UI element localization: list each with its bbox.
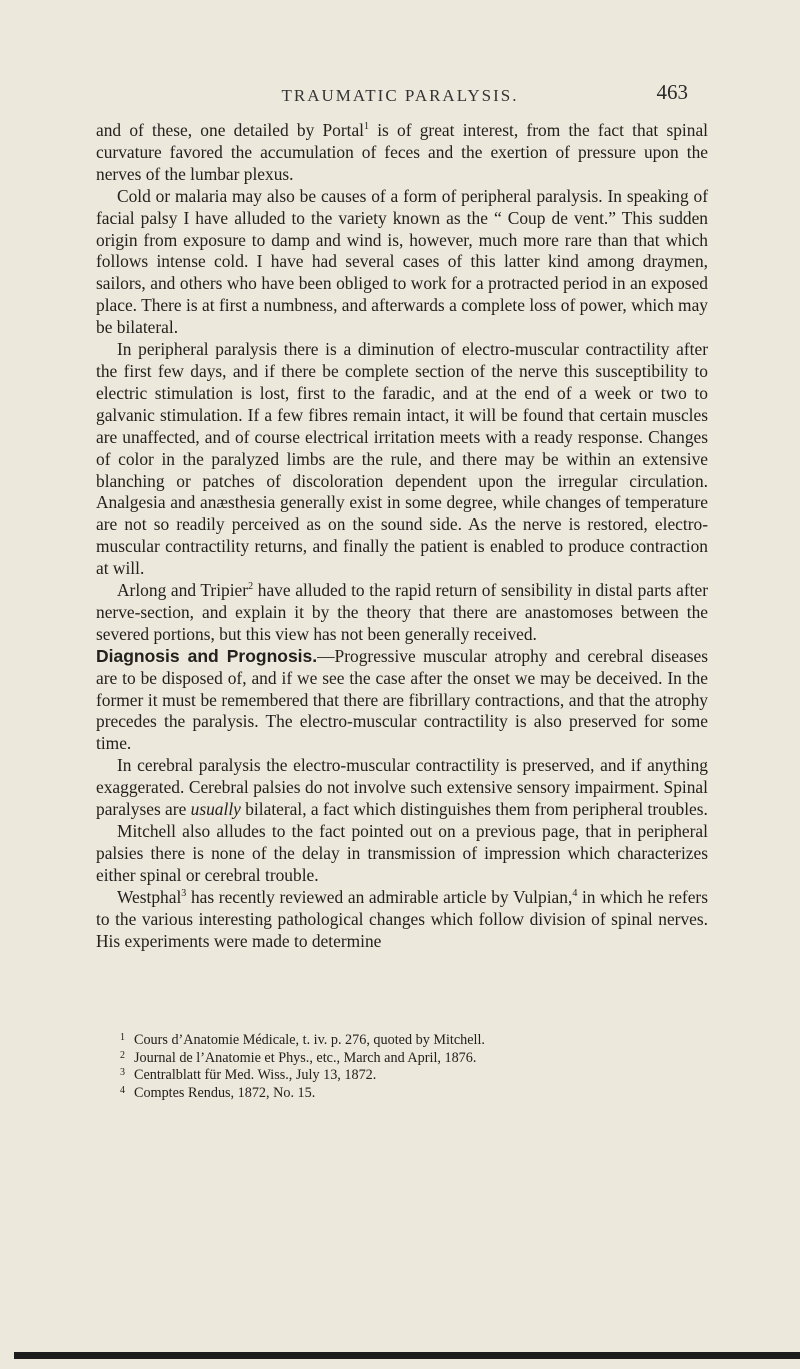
body-text: [96, 120, 708, 952]
footnote: 1 Cours d’Anatomie Médicale, t. iv. p. 276, quoted by Mitchell.: [120, 1032, 485, 1048]
page-edge-rule: [14, 1352, 800, 1359]
page-header: [0, 78, 800, 108]
footnotes: [120, 1032, 700, 1102]
paragraph-cerebral: In cerebral paralysis the electro-muscular contractility is preserved, and if anything exaggerated. Cerebral palsies do not involve such extensive sensory impairment. Spinal paralyses are usually bilateral, a fact which distinguishes them from peripheral troubles.: [96, 755, 708, 820]
footnote: 2 Journal de l’Anatomie et Phys., etc., March and April, 1876.: [120, 1049, 477, 1066]
footnote-ref: 1: [364, 121, 370, 133]
footnote-ref: 4: [572, 887, 578, 899]
footnote: 4 Comptes Rendus, 1872, No. 15.: [120, 1084, 316, 1101]
paragraph-westphal: Westphal$^3$ has recently reviewed an admirable article by Vulpian,$^4$ in which he refers to the various interesting pathological changes which follow division of spinal nerves. His experiments were made to determine: [96, 886, 708, 951]
paragraph-electro-muscular: In peripheral paralysis there is a diminution of electro-muscular contractility after the first few days, and if there be complete section of the nerve this susceptibility to electric stimulation is lost, first to the faradic, and at the end of a week or two to galvanic stimulation. If a few fibres remain intact, it will be found that certain muscles are unaffected, and of course electrical irritation meets with a ready response. Changes of color in the paralyzed limbs are the rule, and there may be within an extensive blanching or patches of discoloration dependent upon the irregular circulation. Analgesia and anæsthesia generally exist in some degree, while changes of temperature are not so readily perceived as on the sound side. As the nerve is restored, electro-muscular contractility returns, and finally the patient is enabled to produce contraction at will.: [96, 339, 708, 579]
footnote: 3 Centralblatt für Med. Wiss., July 13, 1872.: [120, 1067, 377, 1084]
page-number: 463: [656, 80, 688, 104]
paragraph-portal: and of these, one detailed by Portal$^1$ is of great interest, from the fact that spinal curvature favored the accumulation of feces and the exertion of pressure upon the nerves of the lumbar plexus.: [96, 120, 708, 184]
paragraph-mitchell: Mitchell also alludes to the fact pointed out on a previous page, that in peripheral palsies there is none of the delay in transmission of impression which characterizes either spinal or cerebral trouble.: [96, 821, 708, 885]
paragraph-cold-malaria: Cold or malaria may also be causes of a form of peripheral paralysis. In speaking of facial palsy I have alluded to the variety known as the “ Coup de vent.” This sudden origin from exposure to damp and wind is, however, much more rare than that which follows intense cold. I have had several cases of this latter kind among draymen, sailors, and others who have been obliged to work for a protracted period in an exposed place. There is at first a numbness, and afterwards a complete loss of power, which may be bilateral.: [96, 185, 708, 338]
section-heading: Diagnosis and Prognosis.: [96, 645, 318, 666]
footnote-ref: 2: [248, 581, 254, 593]
paragraph-diagnosis: Diagnosis and Prognosis.—Progressive muscular atrophy and cerebral diseases are to be disposed of, and if we see the case after the onset we may be deceived. In the former it must be remembered that there are fibrillary contractions, and that the atrophy precedes the paralysis. The electro-muscular contractility is also preserved for some time.: [96, 645, 708, 754]
footnote-ref: 3: [181, 887, 187, 899]
running-head: TRAUMATIC PARALYSIS.: [281, 86, 519, 105]
paragraph-arlong-tripier: Arlong and Tripier$^2$ have alluded to the rapid return of sensibility in distal parts after nerve-section, and explain it by the theory that there are anastomoses between the severed portions, but this view has not been generally received.: [96, 580, 708, 644]
